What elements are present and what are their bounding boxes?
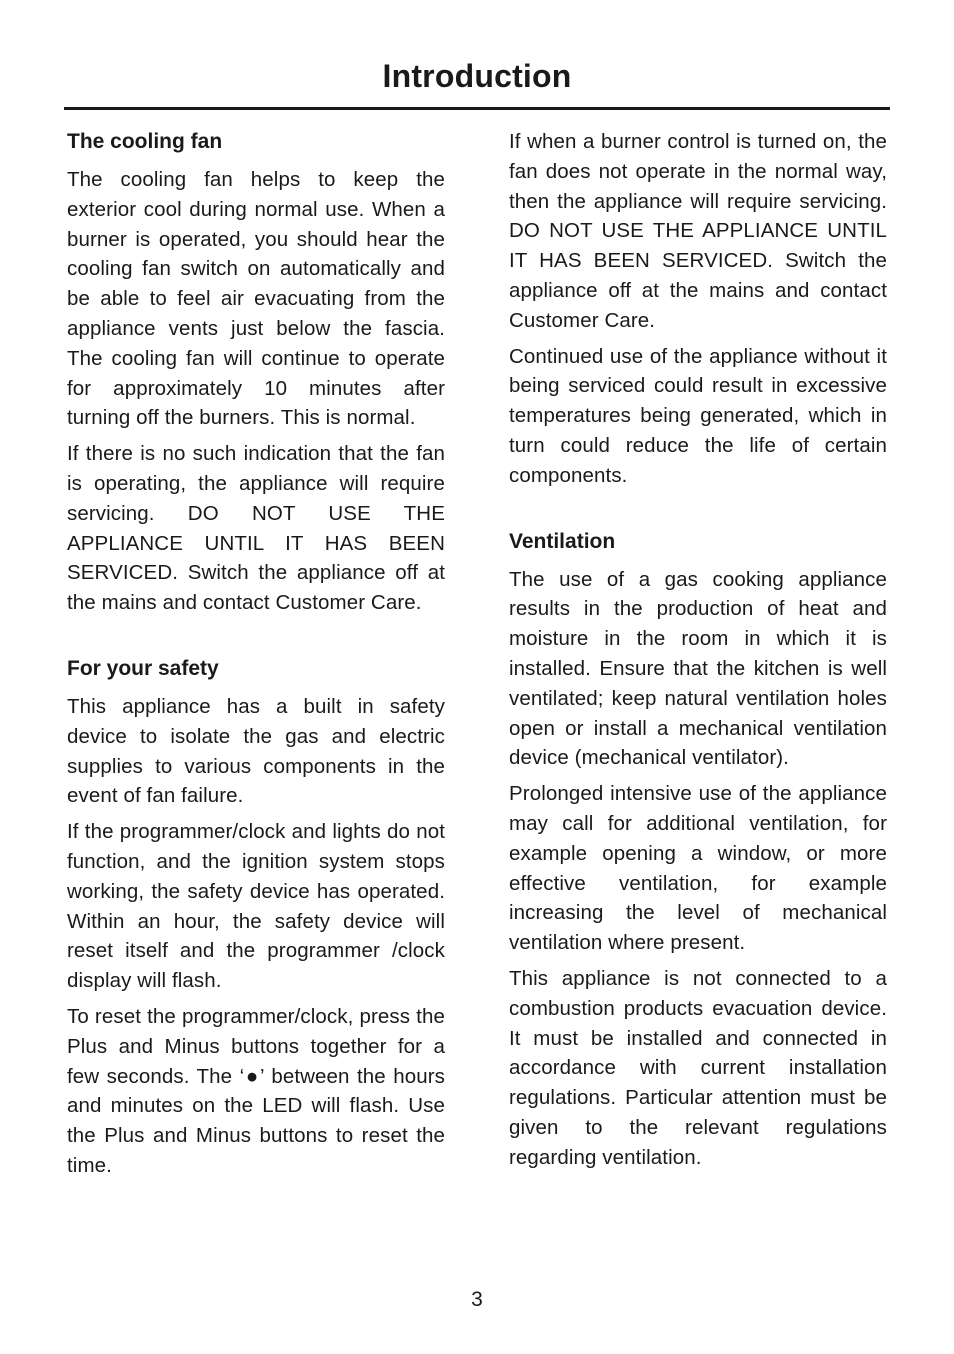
left-column	[67, 127, 445, 1187]
ventilation-paragraph-3: This appliance is not connected to a combustion products evacuation device. It must be installed and connected in accordance with current installation regulations. Particular attention must be given to the relevant regulations regarding ventilation.	[509, 966, 887, 1169]
section-heading-ventilation: Ventilation	[509, 529, 616, 553]
page-number: 3	[471, 1288, 483, 1311]
continued-use-paragraph: Continued use of the appliance without it being serviced could result in excessive temperatures being generated, which in turn could reduce the life of certain components.	[509, 344, 887, 487]
ventilation-paragraph-2: Prolonged intensive use of the appliance may call for additional ventilation, for example opening a window, or more effective ventilation, for example increasing the level of mechanical ventilation where present.	[509, 782, 887, 955]
cooling-fan-paragraph-2: If there is no such indication that the fan is operating, the appliance will require servicing. DO NOT USE THE APPLIANCE UNTIL IT HAS BEEN SERVICED. Switch the appliance off at the mains and contact Customer Care.	[67, 442, 445, 615]
safety-paragraph-3: To reset the programmer/clock, press the Plus and Minus buttons together for a few seconds. The ‘●’ between the hours and minutes on the LED will flash. Use the Plus and Minus buttons to reset the time.	[67, 1004, 445, 1177]
section-spacer	[509, 497, 887, 527]
section-spacer	[67, 624, 445, 654]
safety-paragraph-1: This appliance has a built in safety device to isolate the gas and electric supplies to various components in the event of fan failure.	[67, 694, 445, 808]
right-column	[509, 127, 887, 1179]
cooling-fan-paragraph-1: The cooling fan helps to keep the exterior cool during normal use. When a burner is operated, you should hear the cooling fan switch on automatically and be able to feel air evacuating from the appliance vents just below the fascia. The cooling fan will continue to operate for approximately 10 minutes after turning off the burners. This is normal.	[67, 168, 445, 430]
section-heading-cooling-fan: The cooling fan	[67, 130, 223, 153]
title-divider	[64, 107, 890, 110]
section-heading-safety: For your safety	[67, 656, 219, 680]
safety-paragraph-2: If the programmer/clock and lights do not function, and the ignition system stops working, the safety device has operated. Within an hour, the safety device will reset itself and the programmer /clock display will flash.	[67, 820, 445, 993]
fan-servicing-paragraph: If when a burner control is turned on, the fan does not operate in the normal way, then the appliance will require servicing. DO NOT USE THE APPLIANCE UNTIL IT HAS BEEN SERVICED. Switch the appliance off at the mains and contact Customer Care.	[509, 130, 887, 332]
page-title: Introduction	[382, 58, 572, 94]
ventilation-paragraph-1: The use of a gas cooking appliance results in the production of heat and moisture in the room in which it is installed. Ensure that the kitchen is well ventilated; keep natural ventilation holes open or install a mechanical ventilation device (mechanical ventilator).	[509, 567, 887, 770]
